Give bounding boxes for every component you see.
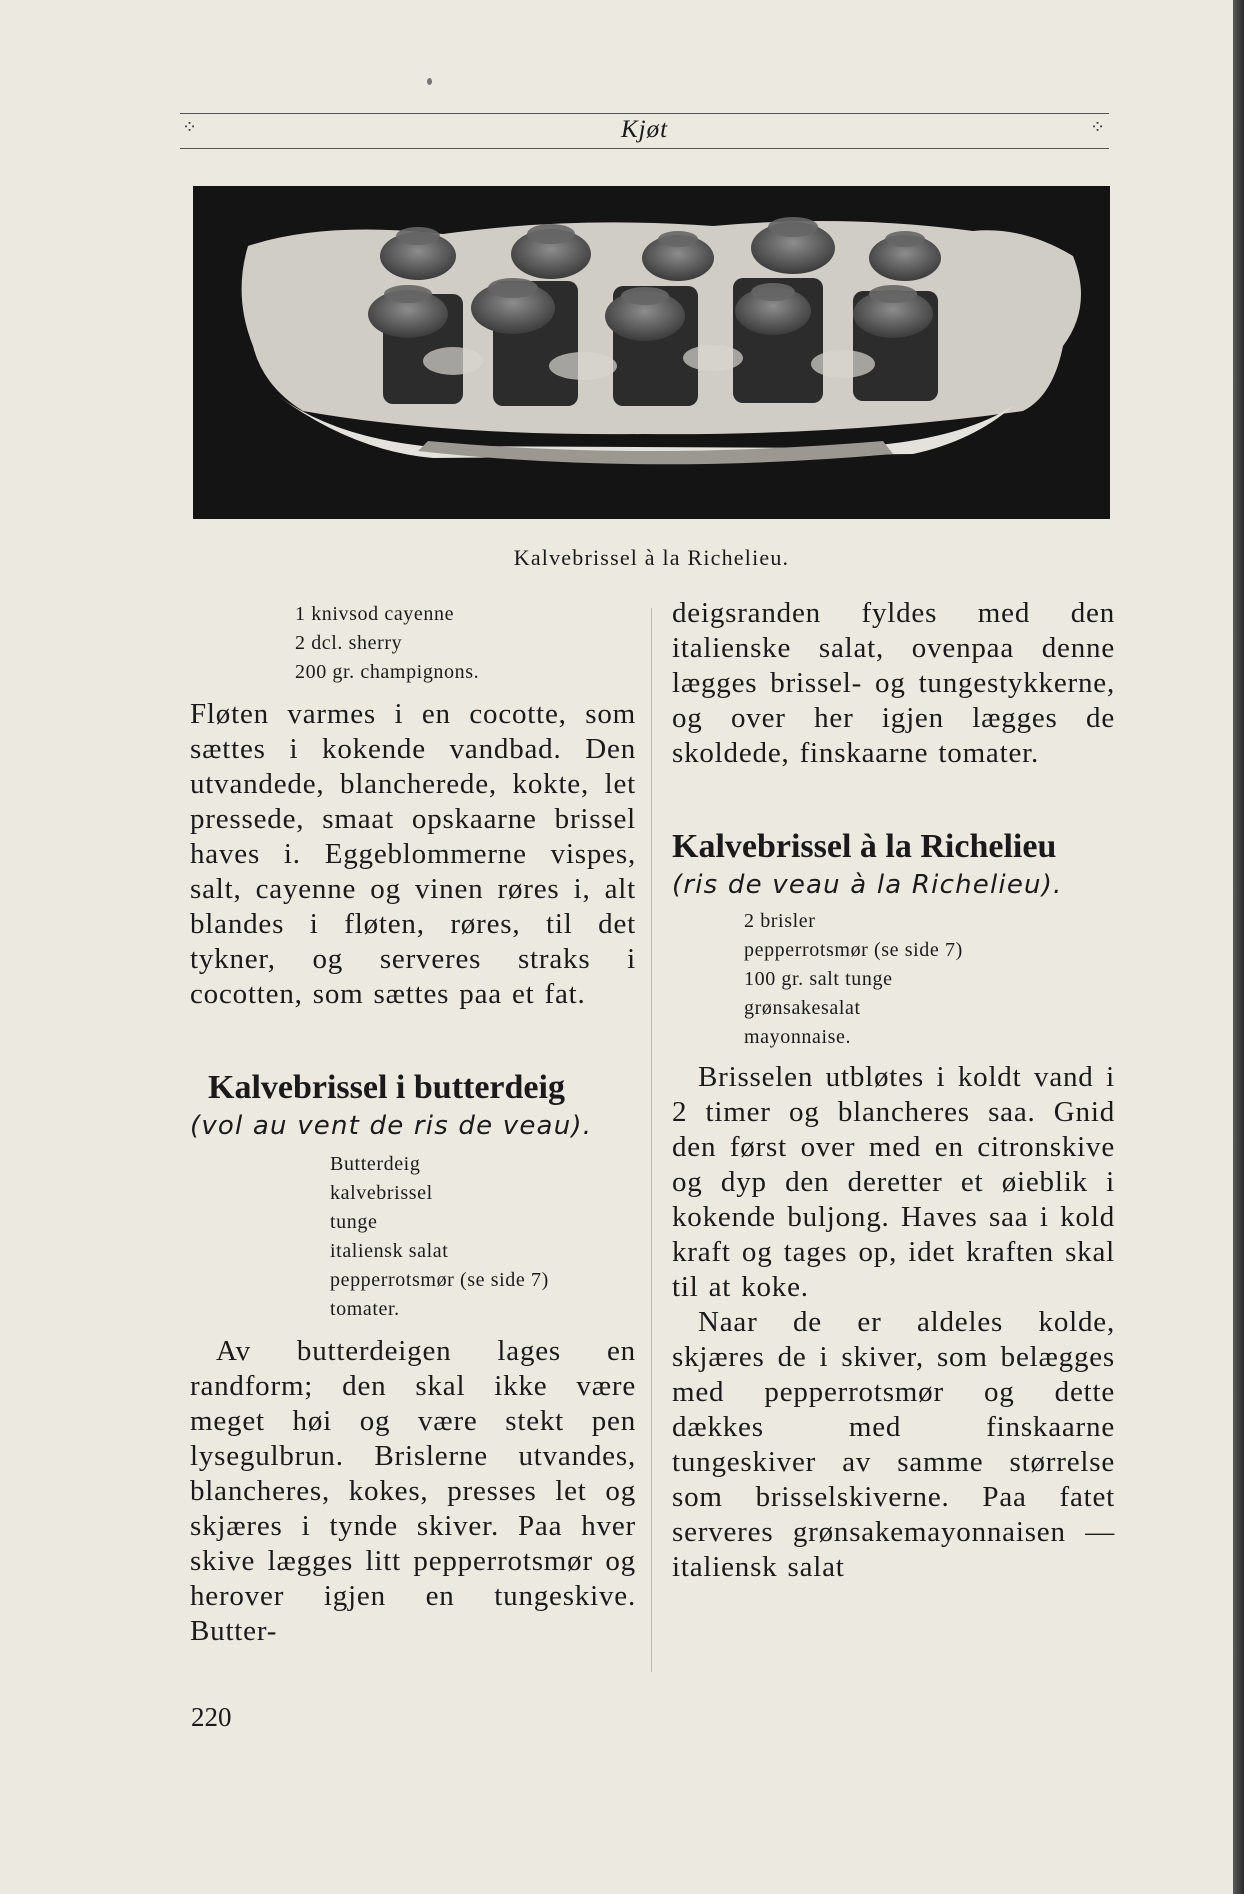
dish-photo	[193, 186, 1110, 519]
ingredient-item: 200 gr. champignons.	[295, 661, 480, 683]
photo-caption: Kalvebrissel à la Richelieu.	[513, 545, 790, 570]
ingredient-item: mayonnaise.	[744, 1026, 852, 1048]
ingredient-item: 1 knivsod cayenne	[295, 603, 455, 625]
header-rule-top	[180, 113, 1109, 114]
paragraph: Naar de er aldeles kolde, skjæres de i skiver, som belægges med pepperrotsmør og dette dækkes med finskaarne tungeskiver av samme størrelse som brisselskiverne. Paa fatet serveres grønsakemayonnaisen — italiensk salat	[672, 1306, 1115, 1583]
recipe-subtitle: (ris de veau à la Richelieu).	[672, 870, 1063, 900]
ingredient-item: tunge	[330, 1211, 378, 1233]
ingredient-item: 2 dcl. sherry	[295, 632, 403, 654]
book-edge	[1233, 0, 1244, 1894]
ingredient-item: pepperrotsmør (se side 7)	[330, 1269, 549, 1291]
ingredient-item: italiensk salat	[330, 1240, 449, 1262]
page-number: 220	[191, 1702, 232, 1732]
ornament-right-icon: ⁘	[1090, 117, 1106, 137]
left-column	[190, 600, 636, 1649]
right-column	[672, 596, 1115, 1585]
running-header: Kjøt	[620, 116, 669, 143]
paragraph: Fløten varmes i en cocotte, som sættes i kokende vandbad. Den utvandede, blancherede, kokte, let pressede, smaat opskaarne brissel haves i. Eggeblommerne vispes, salt, cayenne og vinen røres i, alt blandes i fløten, røres, til det tykner, og serveres straks i cocotten, som sættes paa et fat.	[190, 698, 636, 1010]
ingredient-item: Butterdeig	[330, 1153, 421, 1175]
ingredient-item: pepperrotsmør (se side 7)	[744, 939, 963, 961]
ingredient-item: 100 gr. salt tunge	[744, 968, 893, 990]
column-divider	[651, 608, 652, 1672]
ingredient-list-continued	[295, 600, 636, 687]
paragraph: Av butterdeigen lages en randform; den skal ikke være meget høi og være stekt pen lysegulbrun. Brislerne utvandes, blancheres, kokes, presses let og skjæres i tynde skiver. Paa hver skive lægges litt pepperrotsmør og herover igjen en tungeskive. Butter-	[190, 1335, 636, 1647]
ingredient-list	[744, 907, 1115, 1052]
ingredient-item: kalvebrissel	[330, 1182, 433, 1204]
recipe-title: Kalvebrissel à la Richelieu	[672, 828, 1057, 865]
ingredient-item: 2 brisler	[744, 910, 816, 932]
ingredient-item: grønsakesalat	[744, 997, 861, 1019]
recipe-subtitle: (vol au vent de ris de veau).	[190, 1111, 593, 1141]
ink-speck	[427, 78, 432, 85]
header-rule-bottom	[180, 148, 1109, 149]
recipe-title: Kalvebrissel i butterdeig	[208, 1069, 565, 1106]
paragraph: deigsranden fyldes med den italienske salat, ovenpaa denne lægges brissel- og tungestykkerne, og over her igjen lægges de skoldede, finskaarne tomater.	[672, 597, 1115, 769]
ornament-left-icon: ⁘	[182, 117, 198, 137]
ingredient-item: tomater.	[330, 1298, 400, 1320]
paragraph: Brisselen utbløtes i koldt vand i 2 timer og blancheres saa. Gnid den først over med en citronskive og dyp den deretter et øieblik i kokende buljong. Haves saa i kold kraft og tages op, idet kraften skal til at koke.	[672, 1061, 1115, 1303]
ingredient-list	[330, 1150, 636, 1324]
